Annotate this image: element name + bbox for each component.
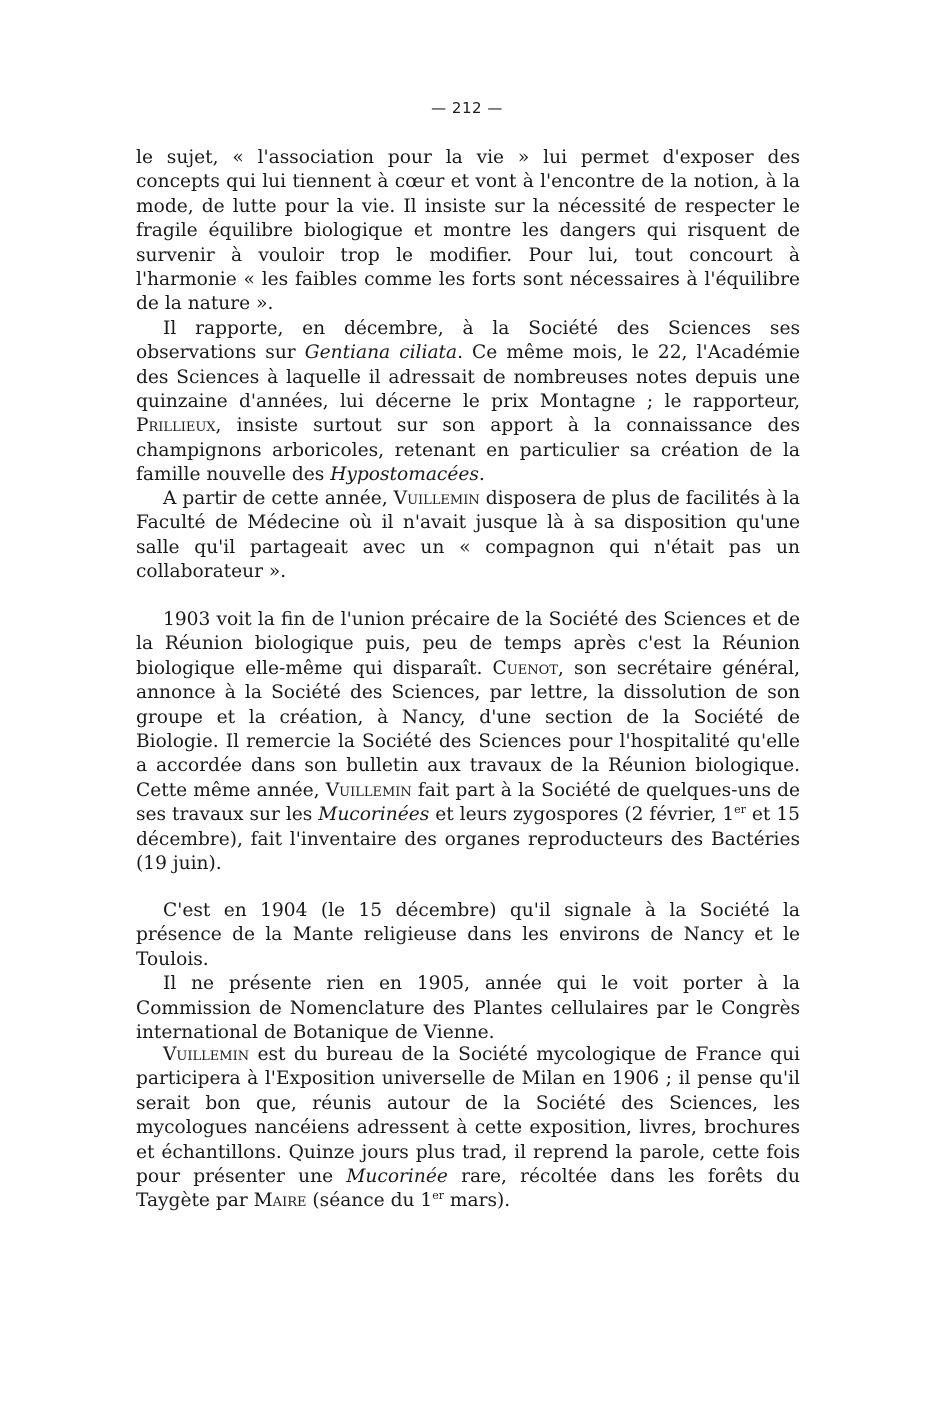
paragraph-1 bbox=[136, 146, 800, 317]
page-number: — 212 — bbox=[431, 99, 503, 117]
text-run: , insiste surtout sur son apport à la connaissance des champignons arboricoles, retenant en particulier sa création de la famille nouvelle des bbox=[136, 415, 800, 486]
italic-term: Mucorinées bbox=[318, 804, 430, 826]
superscript: er bbox=[734, 803, 746, 817]
text-run: Il ne présente rien en 1905, année qui le voit porter à la Commission de Nomenclature des Plantes cellulaires par le Congrès international de Botanique de Vienne. bbox=[136, 973, 800, 1044]
author-name: Cuenot bbox=[492, 657, 558, 679]
paragraph-6 bbox=[136, 972, 800, 1045]
text-run: Il rapporte, en décembre, à la Société des Sciences ses observations sur bbox=[136, 317, 800, 364]
text-run: fait part à la Société de quelques-uns de ses travaux sur les bbox=[136, 779, 800, 826]
text-run: disposera de plus de facilités à la Faculté de Médecine où il n'avait jusque là à sa disposition qu'une salle qu'il partageait avec un « compagnon qui n'était pas un collaborateur ». bbox=[136, 488, 801, 583]
author-name: Vuillemin bbox=[393, 488, 480, 509]
italic-term: Gentiana ciliata bbox=[304, 342, 458, 364]
italic-term: Hypostomacées bbox=[330, 464, 479, 486]
text-run: et 15 décembre), fait l'inventaire des organes reproducteurs des Bactéries (19 juin). bbox=[136, 804, 800, 875]
text-run: mars). bbox=[443, 1190, 511, 1212]
text-section-2 bbox=[136, 487, 800, 585]
text-section-3 bbox=[136, 608, 800, 876]
text-run: est du bureau de la Société mycologique de France qui participera à l'Exposition universelle de Milan en 1906 ; il pense qu'il serait bon que, réunis autour de la Société des Sciences, les mycologues nancéiens adressent à cette exposition, livres, brochures et échantillons. Quinze jours plus trad, il reprend la parole, cette fois pour présenter une bbox=[136, 1044, 800, 1188]
paragraph-5 bbox=[136, 899, 800, 972]
text-run: 1903 voit la fin de l'union précaire de la Société des Sciences et de la Réunion biologique puis, peu de temps après c'est la Réunion biologique elle-même qui disparaît. bbox=[136, 609, 800, 679]
text-section-4 bbox=[136, 899, 800, 1045]
text-run: C'est en 1904 (le 15 décembre) qu'il signale à la Société la présence de la Mante religieuse dans les environs de Nancy et le Toulois. bbox=[136, 900, 800, 970]
italic-term: Mucorinée bbox=[346, 1166, 448, 1188]
text-run: . Ce même mois, le 22, l'Académie des Sciences à laquelle il adressait de nombreuses notes depuis une quinzaine d'années, lui décerne le prix Montagne ; le rapporteur, bbox=[136, 342, 800, 413]
paragraph-3 bbox=[136, 487, 800, 585]
paragraph-4 bbox=[136, 608, 800, 876]
text-section-1 bbox=[136, 146, 800, 488]
text-run: (séance du 1 bbox=[306, 1190, 433, 1212]
paragraph-2 bbox=[136, 317, 800, 488]
text-section-5 bbox=[136, 1043, 800, 1214]
text-run: rare, récoltée dans les forêts du Taygète par bbox=[136, 1166, 800, 1212]
superscript: er bbox=[432, 1189, 444, 1203]
text-run: . bbox=[478, 464, 485, 486]
author-name: Prillieux bbox=[136, 415, 216, 437]
text-run: , son secrétaire général, annonce à la Société des Sciences, par lettre, la dissolution de son groupe et la création, à Nancy, d'une section de la Société de Biologie. Il remercie la Société des Sciences pour l'hospitalité qu'elle a accordée dans son bulletin aux travaux de la Réunion biologique. Cette même année, bbox=[136, 657, 800, 801]
author-name: Maire bbox=[253, 1190, 307, 1212]
author-name: Vuillemin bbox=[325, 779, 412, 801]
paragraph-7 bbox=[136, 1043, 800, 1214]
text-run: et leurs zygospores (2 février, 1 bbox=[429, 804, 735, 826]
author-name: Vuillemin bbox=[163, 1044, 250, 1065]
text-run: A partir de cette année, bbox=[163, 488, 394, 509]
text-run: le sujet, « l'association pour la vie » lui permet d'exposer des concepts qui lui tiennent à cœur et vont à l'encontre de la notion, à la mode, de lutte pour la vie. Il insiste sur la nécessité de respecter le fragile équilibre biologique et montre les dangers qui risquent de survenir à vouloir trop le modifier. Pour lui, tout concourt à l'harmonie « les faibles comme les forts sont nécessaires à l'équilibre de la nature ». bbox=[136, 147, 800, 315]
